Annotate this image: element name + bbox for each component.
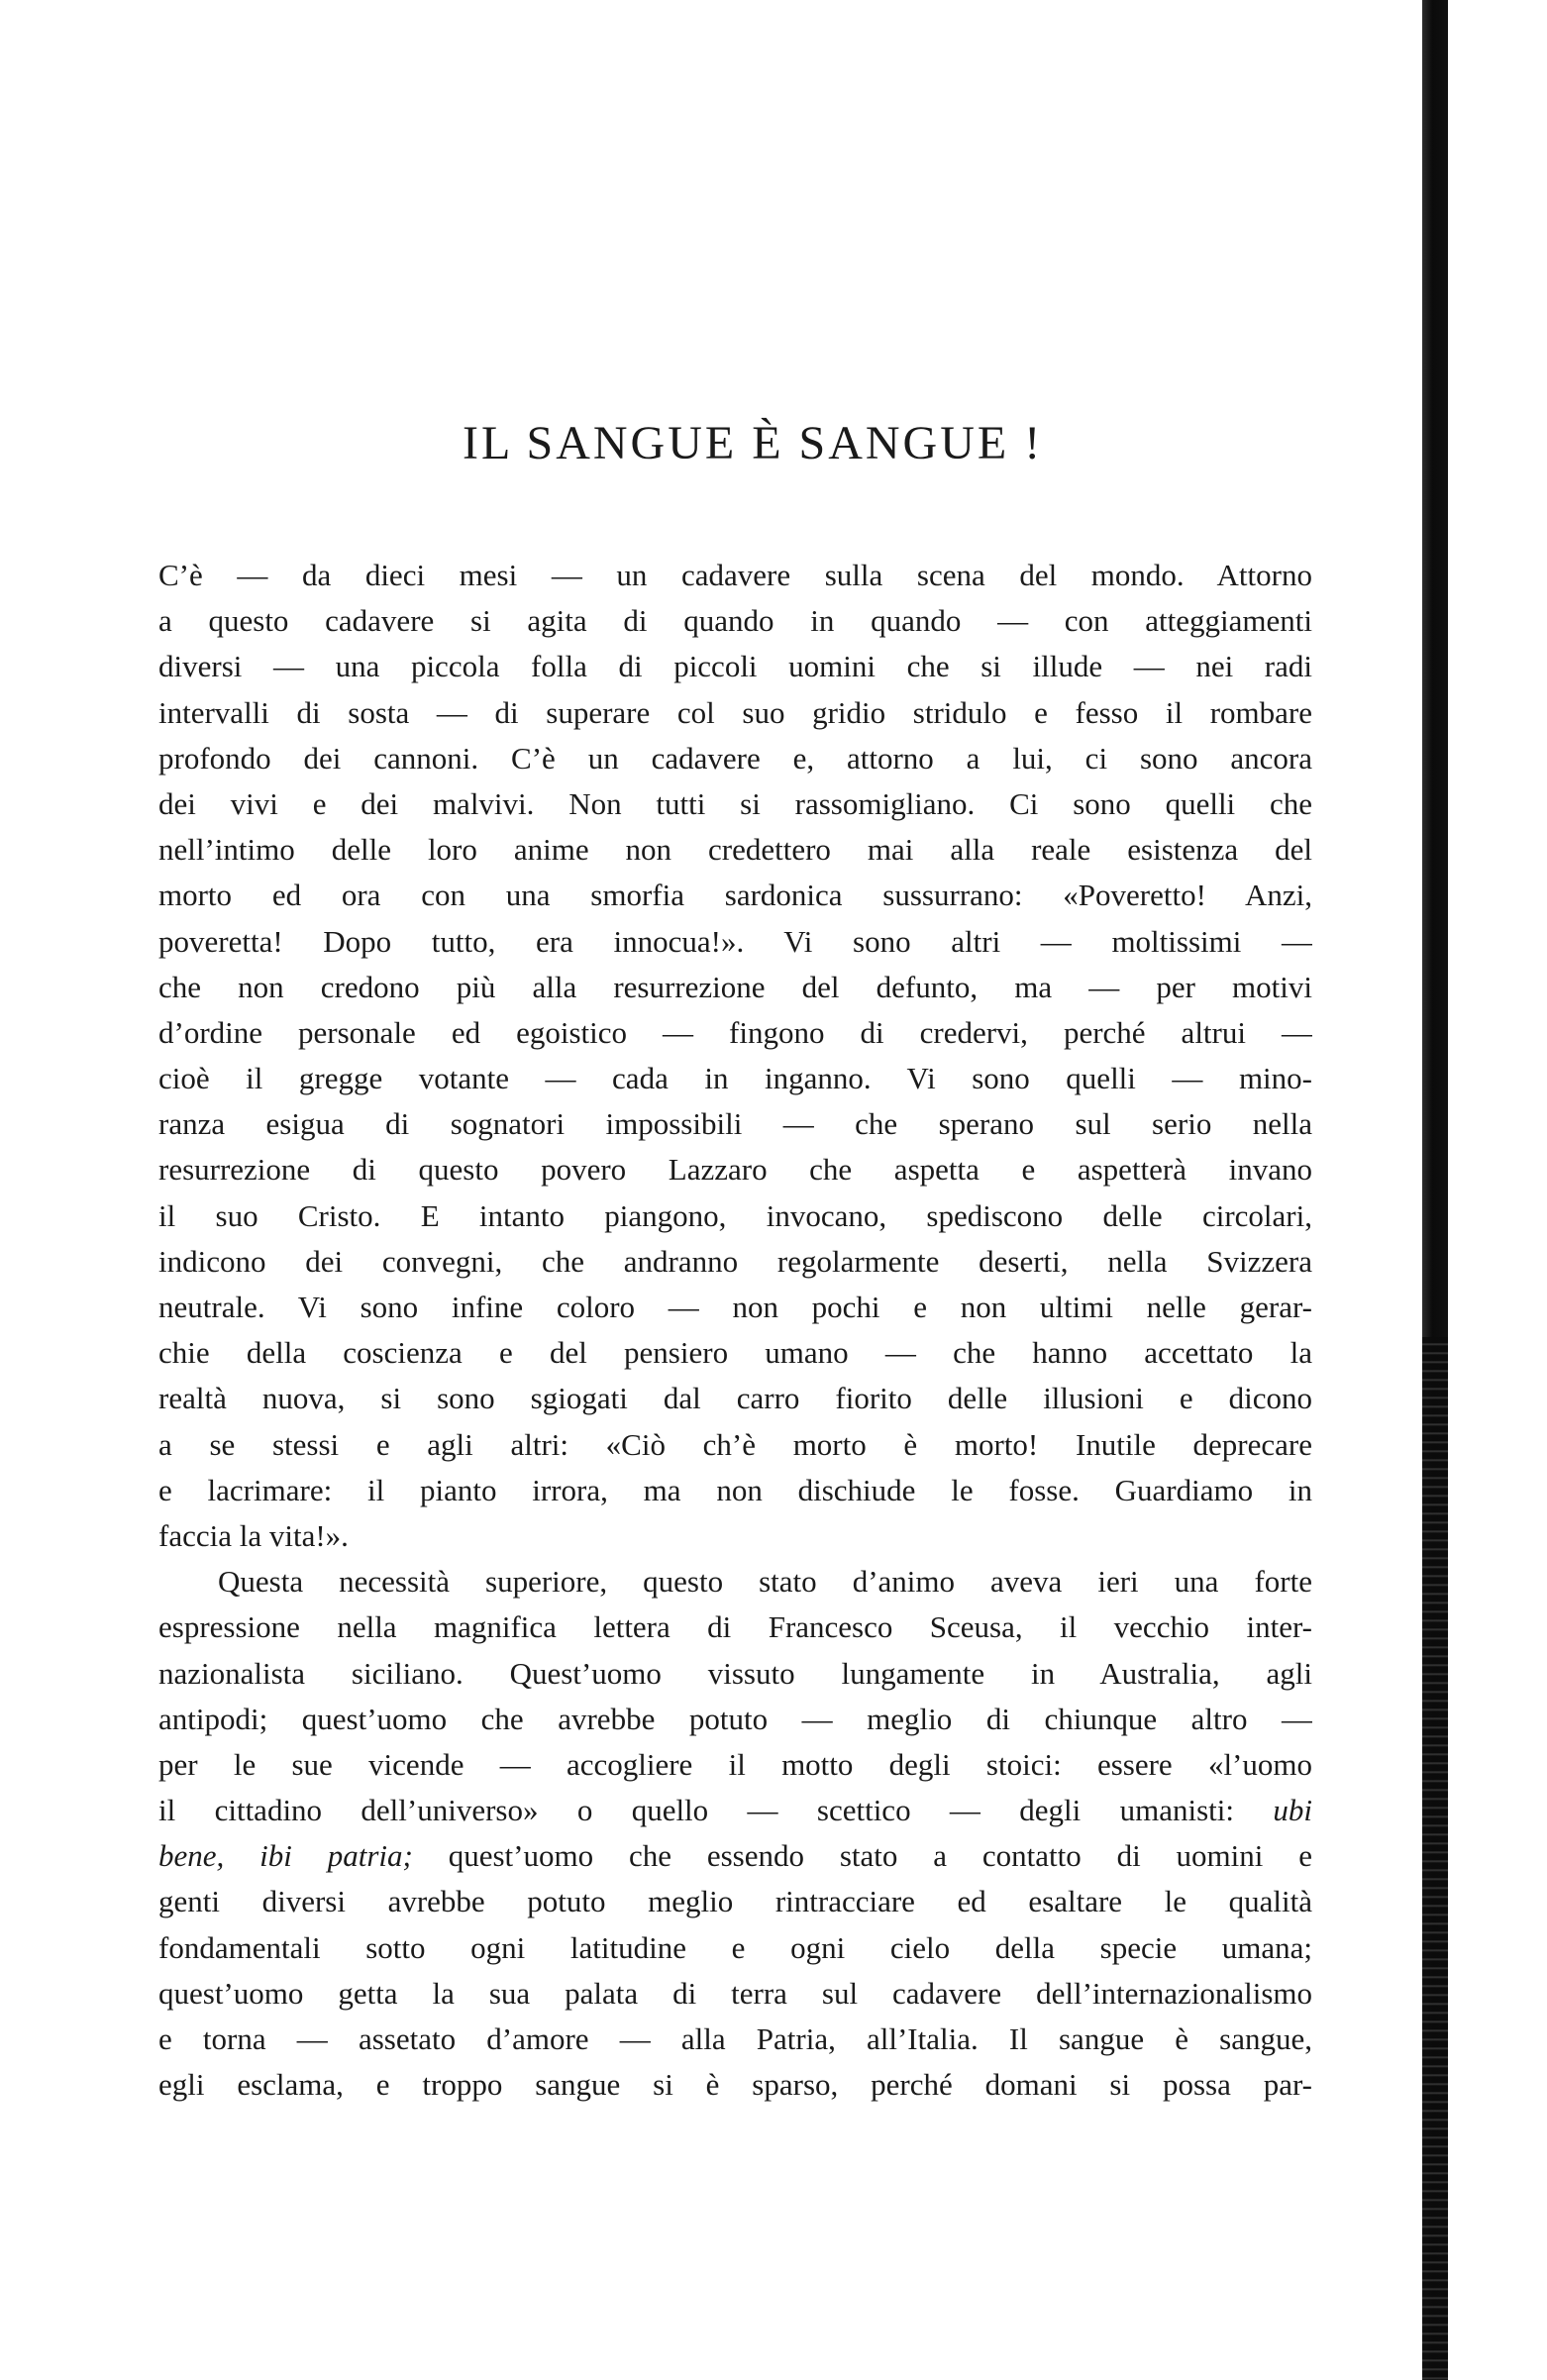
text-line: nazionalista siciliano. Quest’uomo vissuto lungamente in Australia, agli	[158, 1655, 1312, 1691]
text-line: neutrale. Vi sono infine coloro — non pochi e non ultimi nelle gerar-	[158, 1290, 1312, 1324]
text-line: che non credono più alla resurrezione del defunto, ma — per motivi	[158, 969, 1312, 1004]
italic-phrase: bene, ibi patria;	[158, 1838, 413, 1874]
paragraph-end-line: faccia la vita!».	[158, 1517, 349, 1553]
text-line: d’ordine personale ed egoistico — fingono di credervi, perché altrui —	[158, 1014, 1312, 1050]
paragraph-start-line: Questa necessità superiore, questo stato d’animo aveva ieri una forte	[218, 1564, 1312, 1600]
text-line: dei vivi e dei malvivi. Non tutti si rassomigliano. Ci sono quelli che	[158, 785, 1312, 821]
text-line: poveretta! Dopo tutto, era innocua!». Vi sono altri — moltissimi —	[158, 923, 1312, 959]
text-line: cioè il gregge votante — cada in inganno. Vi sono quelli — mino-	[158, 1061, 1312, 1096]
text-segment: quest’uomo che essendo stato a contatto di uomini e	[448, 1838, 1312, 1874]
text-line: e lacrimare: il pianto irrora, ma non dischiude le fosse. Guardiamo in	[158, 1472, 1312, 1507]
body-text	[158, 553, 1312, 2108]
text-line: indicono dei convegni, che andranno regolarmente deserti, nella Svizzera	[158, 1243, 1312, 1279]
text-line: diversi — una piccola folla di piccoli uomini che si illude — nei radi	[158, 649, 1312, 684]
text-line: egli esclama, e troppo sangue si è sparso, perché domani si possa par-	[158, 2067, 1312, 2103]
text-line: ranza esigua di sognatori impossibili — che sperano sul serio nella	[158, 1106, 1312, 1142]
text-line: a questo cadavere si agita di quando in quando — con atteggiamenti	[158, 603, 1312, 639]
text-line: e torna — assetato d’amore — alla Patria, all’Italia. Il sangue è sangue,	[158, 2021, 1312, 2056]
text-line: resurrezione di questo povero Lazzaro che aspetta e aspetterà invano	[158, 1152, 1312, 1188]
text-line: quest’uomo getta la sua palata di terra sul cadavere dell’internazionalismo	[158, 1975, 1312, 2011]
page-binding-edge	[1422, 0, 1448, 2380]
text-line: fondamentali sotto ogni latitudine e ogni cielo della specie umana;	[158, 1929, 1312, 1965]
text-line: antipodi; quest’uomo che avrebbe potuto — meglio di chiunque altro —	[158, 1701, 1312, 1736]
text-line: per le sue vicende — accogliere il motto degli stoici: essere «l’uomo	[158, 1746, 1312, 1782]
text-line: il suo Cristo. E intanto piangono, invocano, spediscono delle circolari,	[158, 1197, 1312, 1233]
chapter-title: IL SANGUE È SANGUE !	[463, 417, 1044, 469]
text-line: genti diversi avrebbe potuto meglio rintracciare ed esaltare le qualità	[158, 1884, 1312, 1919]
text-line: C’è — da dieci mesi — un cadavere sulla scena del mondo. Attorno	[158, 558, 1312, 592]
text-line: a se stessi e agli altri: «Ciò ch’è morto è morto! Inutile deprecare	[158, 1426, 1312, 1462]
text-line: profondo dei cannoni. C’è un cadavere e, attorno a lui, ci sono ancora	[158, 740, 1312, 776]
text-line: nell’intimo delle loro anime non credettero mai alla reale esistenza del	[158, 832, 1312, 868]
text-line: realtà nuova, si sono sgiogati dal carro fiorito delle illusioni e dicono	[158, 1381, 1312, 1416]
text-line	[158, 1788, 1312, 1833]
italic-phrase: ubi	[1273, 1793, 1312, 1828]
text-line: intervalli di sosta — di superare col suo gridio stridulo e fesso il rombare	[158, 694, 1312, 730]
text-segment: il cittadino dell’universo» o quello — scettico — degli umanisti:	[158, 1793, 1235, 1828]
text-line	[158, 1833, 1312, 1879]
text-line: morto ed ora con una smorfia sardonica sussurrano: «Poveretto! Anzi,	[158, 878, 1312, 913]
text-line: espressione nella magnifica lettera di Francesco Sceusa, il vecchio inter-	[158, 1609, 1312, 1645]
text-line: chie della coscienza e del pensiero umano — che hanno accettato la	[158, 1335, 1312, 1371]
